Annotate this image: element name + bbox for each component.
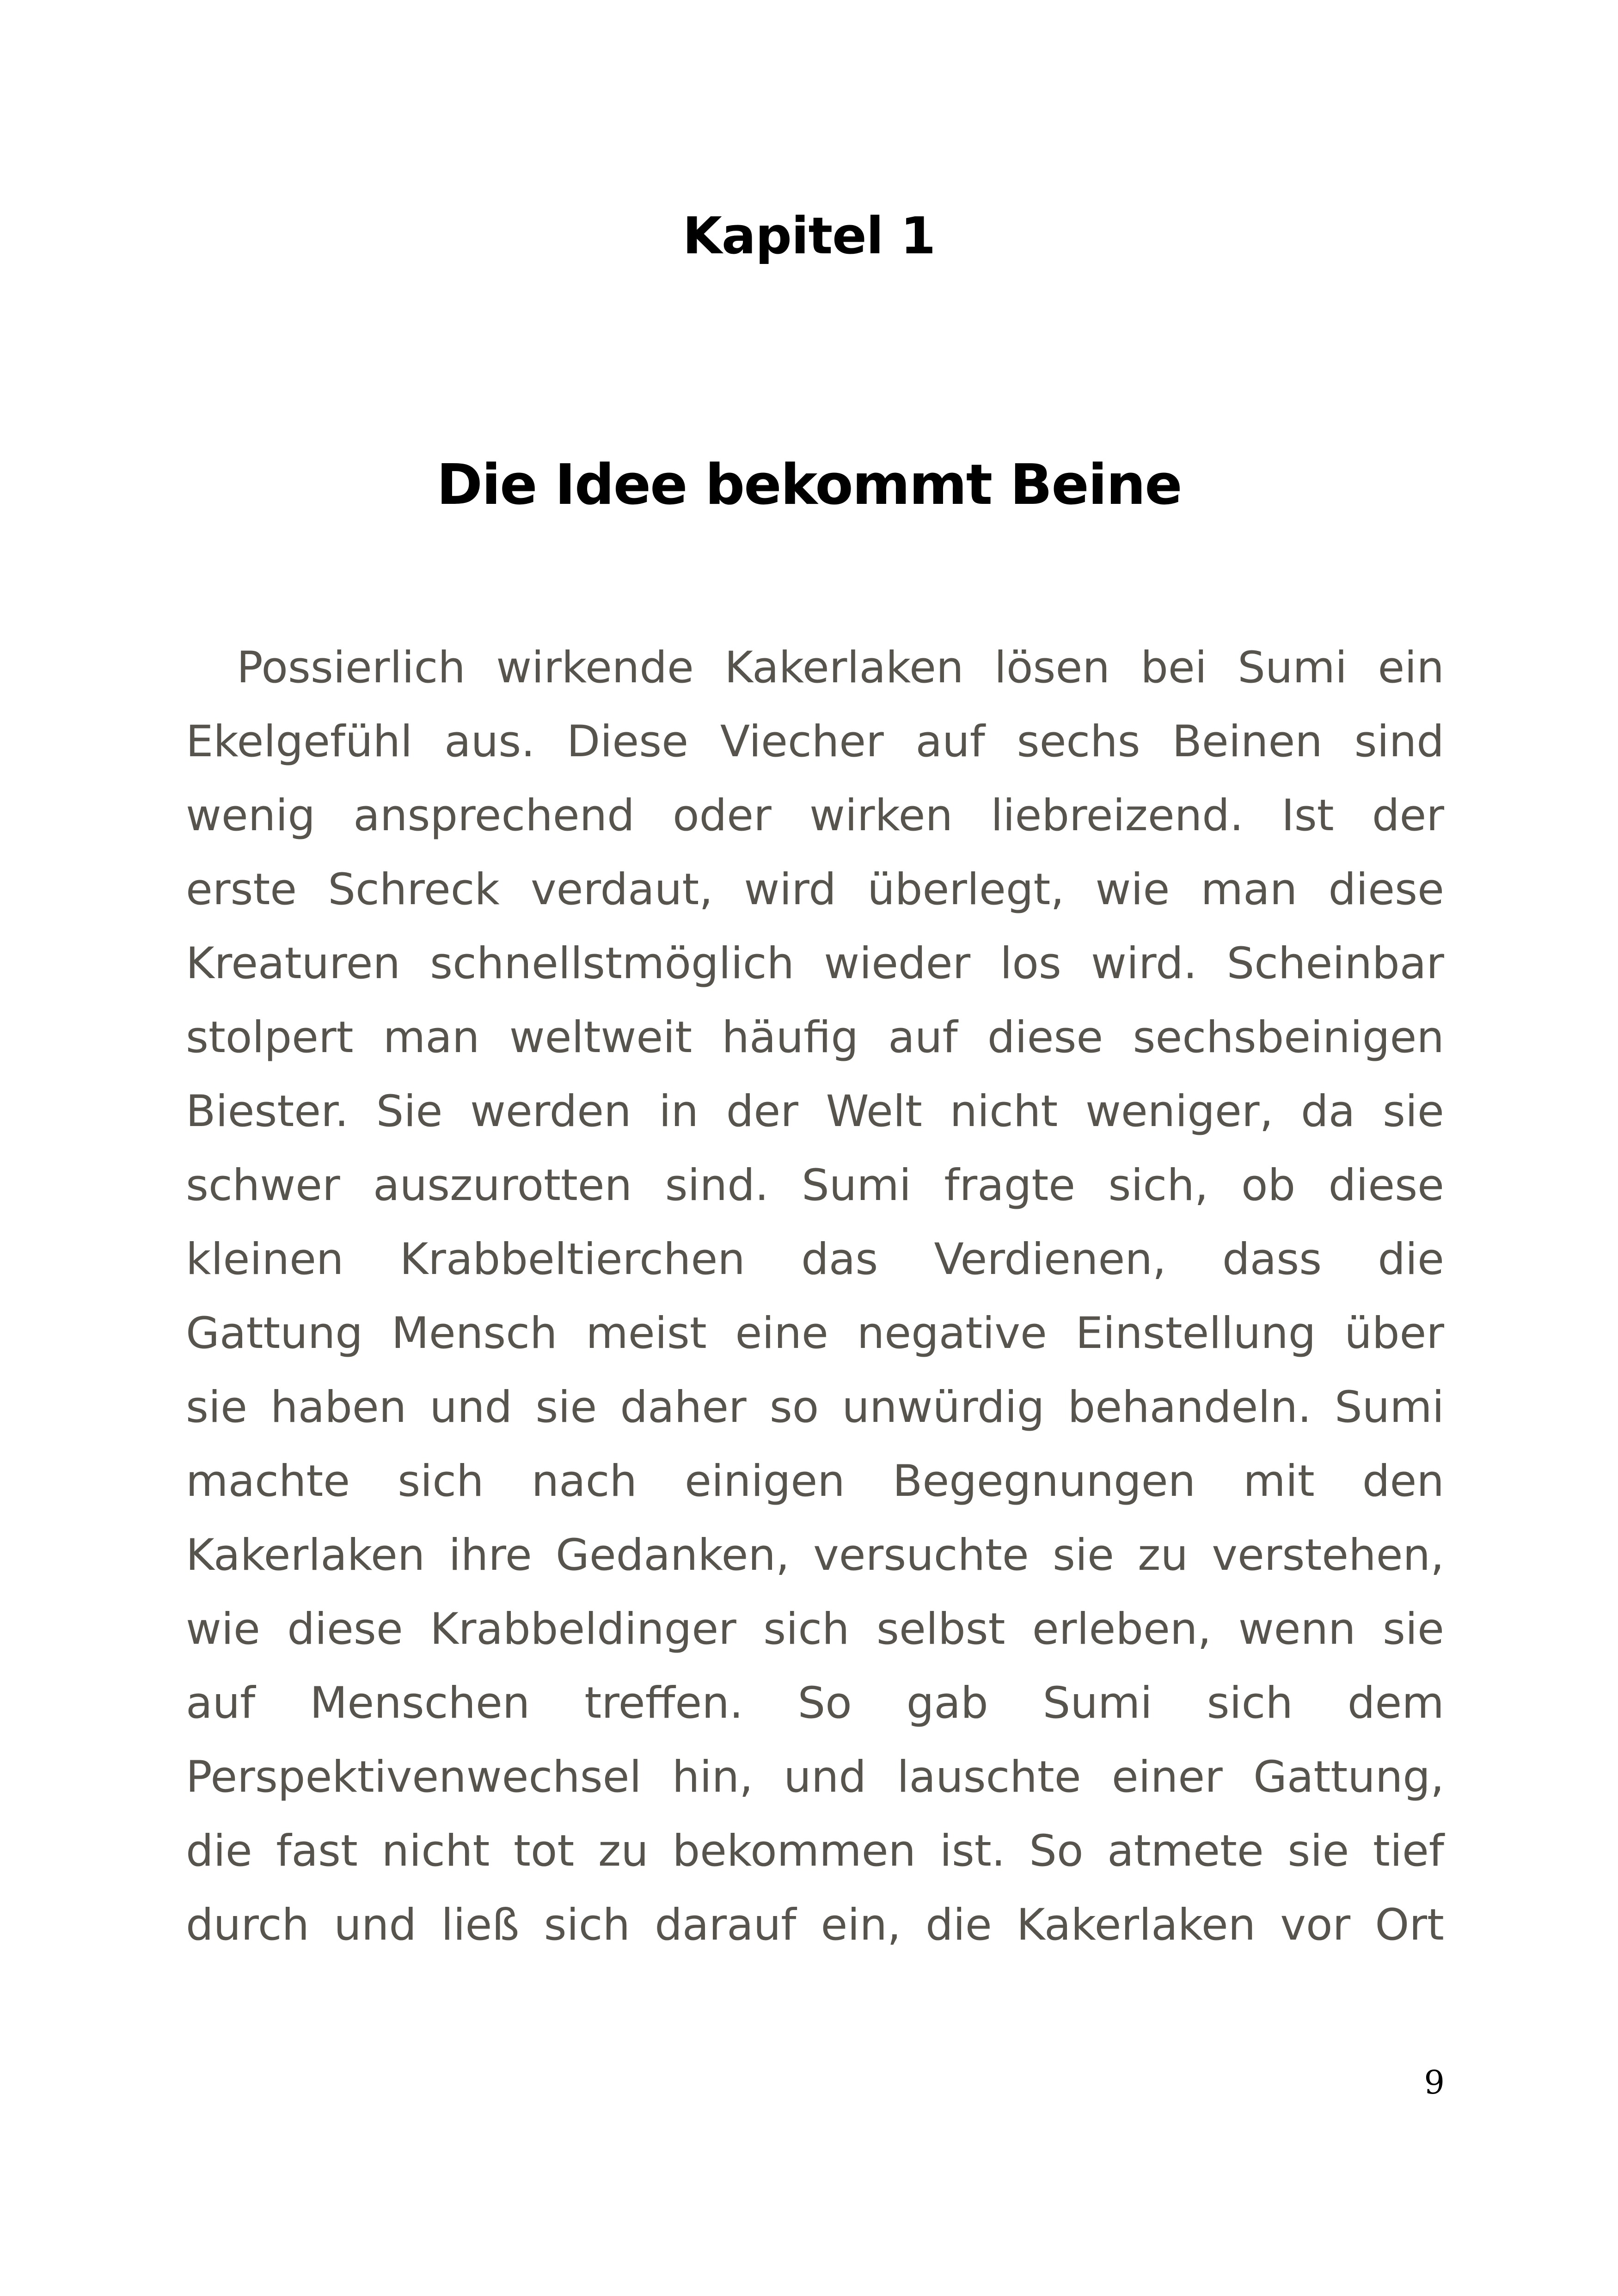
word: selbst	[876, 1604, 1005, 1654]
word: Beinen	[1172, 716, 1323, 767]
word: Einstellung	[1075, 1308, 1316, 1359]
word: Gattung	[186, 1308, 363, 1359]
word: wird	[744, 864, 836, 915]
word: weniger,	[1085, 1086, 1274, 1137]
word: man	[383, 1012, 480, 1063]
text-line	[186, 1149, 1444, 1223]
text-line	[186, 853, 1444, 927]
word: dem	[1347, 1678, 1444, 1728]
word: nicht	[950, 1086, 1058, 1137]
word: auf	[915, 716, 985, 767]
word: und	[429, 1382, 513, 1433]
word: wie	[186, 1604, 260, 1654]
word: bekommen	[672, 1826, 916, 1876]
word: sie	[186, 1382, 247, 1433]
word: zu	[1138, 1530, 1189, 1580]
word: negative	[857, 1308, 1047, 1359]
text-line	[186, 1592, 1444, 1666]
word: die	[1378, 1234, 1444, 1285]
word: auszurotten	[373, 1160, 632, 1211]
word: So	[1029, 1826, 1084, 1876]
word: Sie	[376, 1086, 443, 1137]
word: eine	[735, 1308, 828, 1359]
word: verdaut,	[531, 864, 713, 915]
word: sechsbeinigen	[1133, 1012, 1444, 1063]
word: ein	[1378, 643, 1444, 693]
word: ist.	[939, 1826, 1005, 1876]
word: sich	[1207, 1678, 1293, 1728]
text-line	[186, 1740, 1444, 1814]
word: schwer	[186, 1160, 340, 1211]
word: sich	[398, 1456, 484, 1506]
word: Sumi	[1238, 643, 1348, 693]
text-line	[186, 705, 1444, 779]
word: nach	[531, 1456, 637, 1506]
word: wenig	[186, 790, 316, 841]
word: man	[1201, 864, 1298, 915]
word: einigen	[685, 1456, 845, 1506]
word: in	[659, 1086, 699, 1137]
word: so	[769, 1382, 819, 1433]
word: sind	[1354, 716, 1444, 767]
text-line	[186, 927, 1444, 1001]
word: treffen.	[584, 1678, 743, 1728]
word: ließ	[441, 1900, 520, 1950]
word: mit	[1243, 1456, 1315, 1506]
word: Sumi	[1335, 1382, 1444, 1433]
word: Menschen	[310, 1678, 530, 1728]
word: diese	[987, 1012, 1103, 1063]
word: und	[784, 1752, 867, 1802]
word: sechs	[1017, 716, 1140, 767]
word: diese	[1328, 1160, 1444, 1211]
word: oder	[673, 790, 772, 841]
word: da	[1301, 1086, 1355, 1137]
word: Krabbeltierchen	[399, 1234, 745, 1285]
word: Perspektivenwechsel	[186, 1752, 642, 1802]
text-line	[186, 1297, 1444, 1371]
body-text	[186, 631, 1444, 1962]
word: Ist	[1281, 790, 1334, 841]
word: daher	[620, 1382, 747, 1433]
word: Scheinbar	[1226, 938, 1444, 989]
word: Kakerlaken	[724, 643, 964, 693]
word: schnellstmöglich	[430, 938, 795, 989]
word: Begegnungen	[892, 1456, 1196, 1506]
word: Krabbeldinger	[430, 1604, 736, 1654]
word: wieder	[824, 938, 971, 989]
word: Viecher	[720, 716, 884, 767]
word: meist	[586, 1308, 707, 1359]
word: ein,	[821, 1900, 901, 1950]
word: über	[1344, 1308, 1444, 1359]
word: kleinen	[186, 1234, 344, 1285]
word: sie	[1382, 1086, 1444, 1137]
word: Kakerlaken	[186, 1530, 425, 1580]
word: wird.	[1091, 938, 1197, 989]
word: sich	[544, 1900, 631, 1950]
word: sie	[535, 1382, 597, 1433]
word: Schreck	[328, 864, 500, 915]
word: durch	[186, 1900, 310, 1950]
text-line	[186, 1001, 1444, 1075]
word: aus.	[444, 716, 535, 767]
word: sich	[763, 1604, 850, 1654]
word: wirkende	[496, 643, 694, 693]
word: sie	[1383, 1604, 1444, 1654]
word: Ort	[1375, 1900, 1444, 1950]
word: der	[1372, 790, 1444, 841]
word: atmete	[1107, 1826, 1264, 1876]
word: darauf	[655, 1900, 797, 1950]
word: hin,	[672, 1752, 754, 1802]
word: werden	[470, 1086, 631, 1137]
text-line	[186, 1814, 1444, 1888]
text-line	[186, 1223, 1444, 1297]
word: Sumi	[1042, 1678, 1152, 1728]
word: Kakerlaken	[1016, 1900, 1256, 1950]
word: wirken	[809, 790, 953, 841]
word: diese	[287, 1604, 403, 1654]
word: tief	[1373, 1826, 1444, 1876]
text-line	[186, 631, 1444, 705]
word: ansprechend	[353, 790, 635, 841]
text-line	[186, 1445, 1444, 1518]
word: gab	[906, 1678, 988, 1728]
word: Gedanken,	[555, 1530, 790, 1580]
word: sich,	[1108, 1160, 1208, 1211]
word: Kreaturen	[186, 938, 401, 989]
word: tot	[513, 1826, 575, 1876]
word: auf	[186, 1678, 256, 1728]
word: bei	[1140, 643, 1207, 693]
word: Mensch	[391, 1308, 558, 1359]
word: dass	[1222, 1234, 1322, 1285]
word: machte	[186, 1456, 350, 1506]
word: ihre	[448, 1530, 532, 1580]
word: sie	[1053, 1530, 1114, 1580]
page-number: 9	[1424, 2063, 1445, 2101]
word: versuchte	[813, 1530, 1029, 1580]
text-line	[186, 1888, 1444, 1962]
word: wenn	[1238, 1604, 1356, 1654]
word: häufig	[722, 1012, 859, 1063]
word: haben	[270, 1382, 407, 1433]
word: Verdienen,	[934, 1234, 1166, 1285]
word: und	[334, 1900, 417, 1950]
text-line	[186, 1371, 1444, 1445]
text-line	[186, 1075, 1444, 1149]
word: die	[925, 1900, 992, 1950]
word: sie	[1287, 1826, 1349, 1876]
word: Biester.	[186, 1086, 349, 1137]
word: das	[801, 1234, 878, 1285]
word: unwürdig	[842, 1382, 1045, 1433]
word: diese	[1328, 864, 1444, 915]
word: Possierlich	[237, 643, 466, 693]
text-line	[186, 779, 1444, 853]
word: Sumi	[802, 1160, 912, 1211]
text-line	[186, 1518, 1444, 1592]
word: fast	[276, 1826, 358, 1876]
word: erleben,	[1032, 1604, 1212, 1654]
word: Gattung,	[1253, 1752, 1444, 1802]
word: zu	[598, 1826, 649, 1876]
word: lösen	[994, 643, 1110, 693]
word: erste	[186, 864, 297, 915]
word: ob	[1241, 1160, 1296, 1211]
word: lauschte	[897, 1752, 1081, 1802]
word: stolpert	[186, 1012, 354, 1063]
text-line	[186, 1666, 1444, 1740]
word: fragte	[944, 1160, 1076, 1211]
word: sind.	[665, 1160, 769, 1211]
word: Ekelgefühl	[186, 716, 413, 767]
word: auf	[888, 1012, 958, 1063]
word: überlegt,	[867, 864, 1065, 915]
word: die	[186, 1826, 252, 1876]
chapter-title: Die Idee bekommt Beine	[436, 453, 1182, 517]
word: den	[1362, 1456, 1444, 1506]
word: nicht	[381, 1826, 490, 1876]
word: los	[1000, 938, 1061, 989]
word: vor	[1280, 1900, 1351, 1950]
word: einer	[1111, 1752, 1223, 1802]
word: behandeln.	[1067, 1382, 1312, 1433]
word: der	[726, 1086, 798, 1137]
word: So	[797, 1678, 852, 1728]
word: Welt	[826, 1086, 922, 1137]
word: weltweit	[509, 1012, 693, 1063]
word: wie	[1095, 864, 1170, 915]
word: liebreizend.	[991, 790, 1244, 841]
word: verstehen,	[1212, 1530, 1444, 1580]
word: Diese	[566, 716, 689, 767]
chapter-label: Kapitel 1	[682, 206, 936, 265]
